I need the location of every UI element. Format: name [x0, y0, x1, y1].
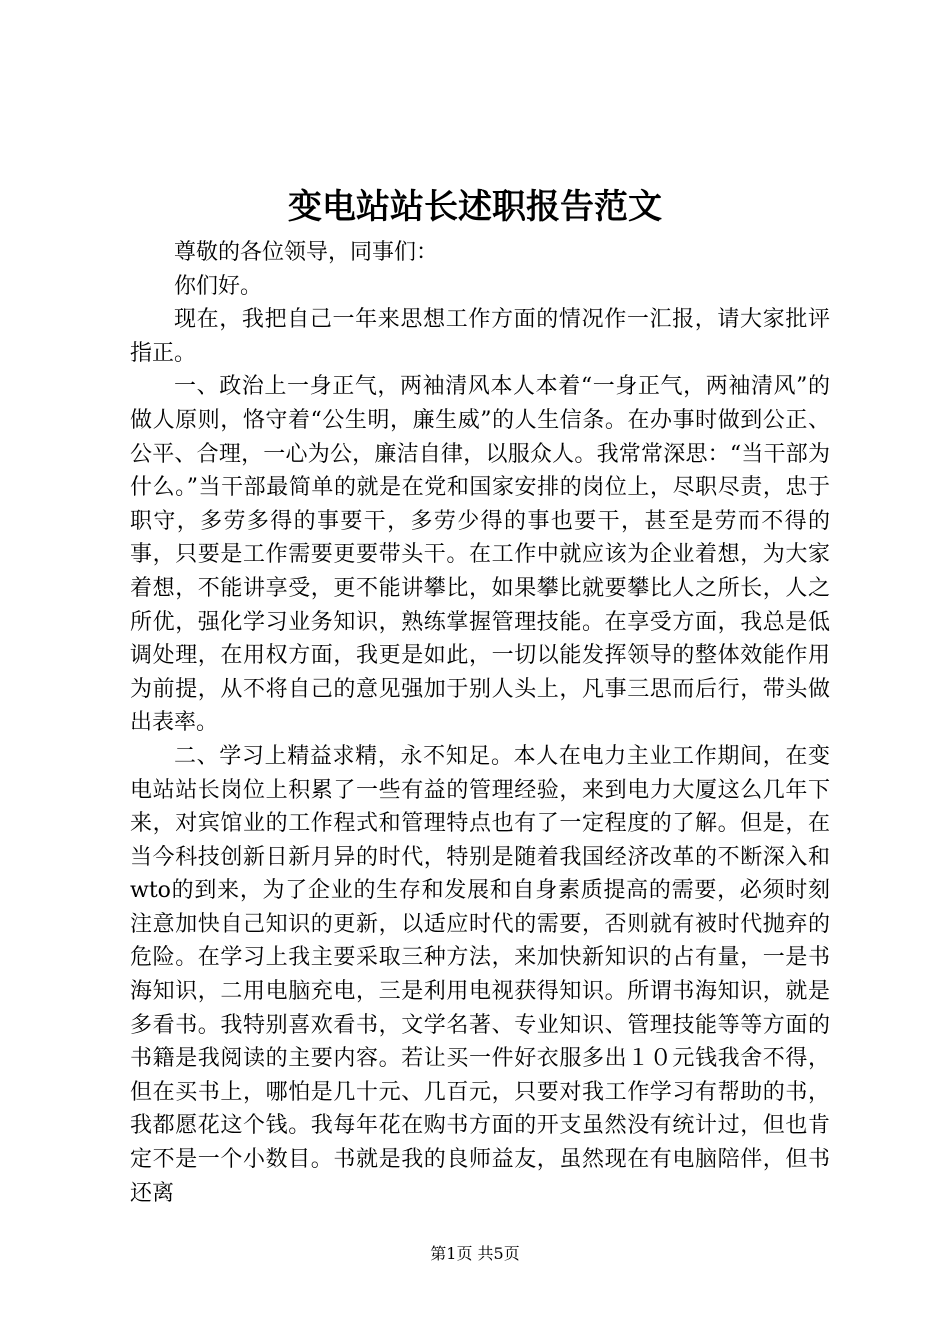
greeting-line: 尊敬的各位领导，同事们：: [174, 240, 439, 265]
paragraph-intro: 现在，我把自己一年来思想工作方面的情况作一汇报，请大家批评指正。: [130, 307, 830, 366]
hello-line: 你们好。: [174, 273, 263, 299]
page-number-footer: 第1页 共5页: [430, 1244, 520, 1263]
document-title: 变电站站长述职报告范文: [288, 187, 662, 227]
document-body: [130, 236, 830, 1210]
paragraph-study: 二、学习上精益求精，永不知足。本人在电力主业工作期间，在变电站站长岗位上积累了一些有益的管理经验，来到电力大厦这么几年下来，对宾馆业的工作程式和管理特点也有了一定程度的了解。但是，在当今科技创新日新月异的时代，特别是随着我国经济改革的不断深入和wto的到来，为了企业的生存和发展和自身素质提高的需要，必须时刻注意加快自己知识的更新，以适应时代的需要，否则就有被时代抛弃的危险。在学习上我主要采取三种方法，来加快新知识的占有量，一是书海知识，二用电脑充电，三是利用电视获得知识。所谓书海知识，就是多看书。我特别喜欢看书，文学名著、专业知识、管理技能等等方面的书籍是我阅读的主要内容。若让买一件好衣服多出１０元钱我舍不得，但在买书上，哪怕是几十元、几百元，只要对我工作学习有帮助的书，我都愿花这个钱。我每年花在购书方面的开支虽然没有统计过，但也肯定不是一个小数目。书就是我的良师益友，虽然现在有电脑陪伴，但书还离: [130, 743, 830, 1206]
paragraph-politics: 一、政治上一身正气，两袖清风本人本着“一身正气，两袖清风”的做人原则，恪守着“公生明，廉生威”的人生信条。在办事时做到公正、公平、合理，一心为公，廉洁自律，以服众人。我常常深思：“当干部为什么。”当干部最简单的就是在党和国家安排的岗位上，尽职尽责，忠于职守，多劳多得的事要干，多劳少得的事也要干，甚至是劳而不得的事，只要是工作需要更要带头干。在工作中就应该为企业着想，为大家着想，不能讲享受，更不能讲攀比，如果攀比就要攀比人之所长，人之所优，强化学习业务知识，熟练掌握管理技能。在享受方面，我总是低调处理，在用权方面，我更是如此，一切以能发挥领导的整体效能作用为前提，从不将自己的意见强加于别人头上，凡事三思而后行，带头做出表率。: [130, 374, 830, 736]
